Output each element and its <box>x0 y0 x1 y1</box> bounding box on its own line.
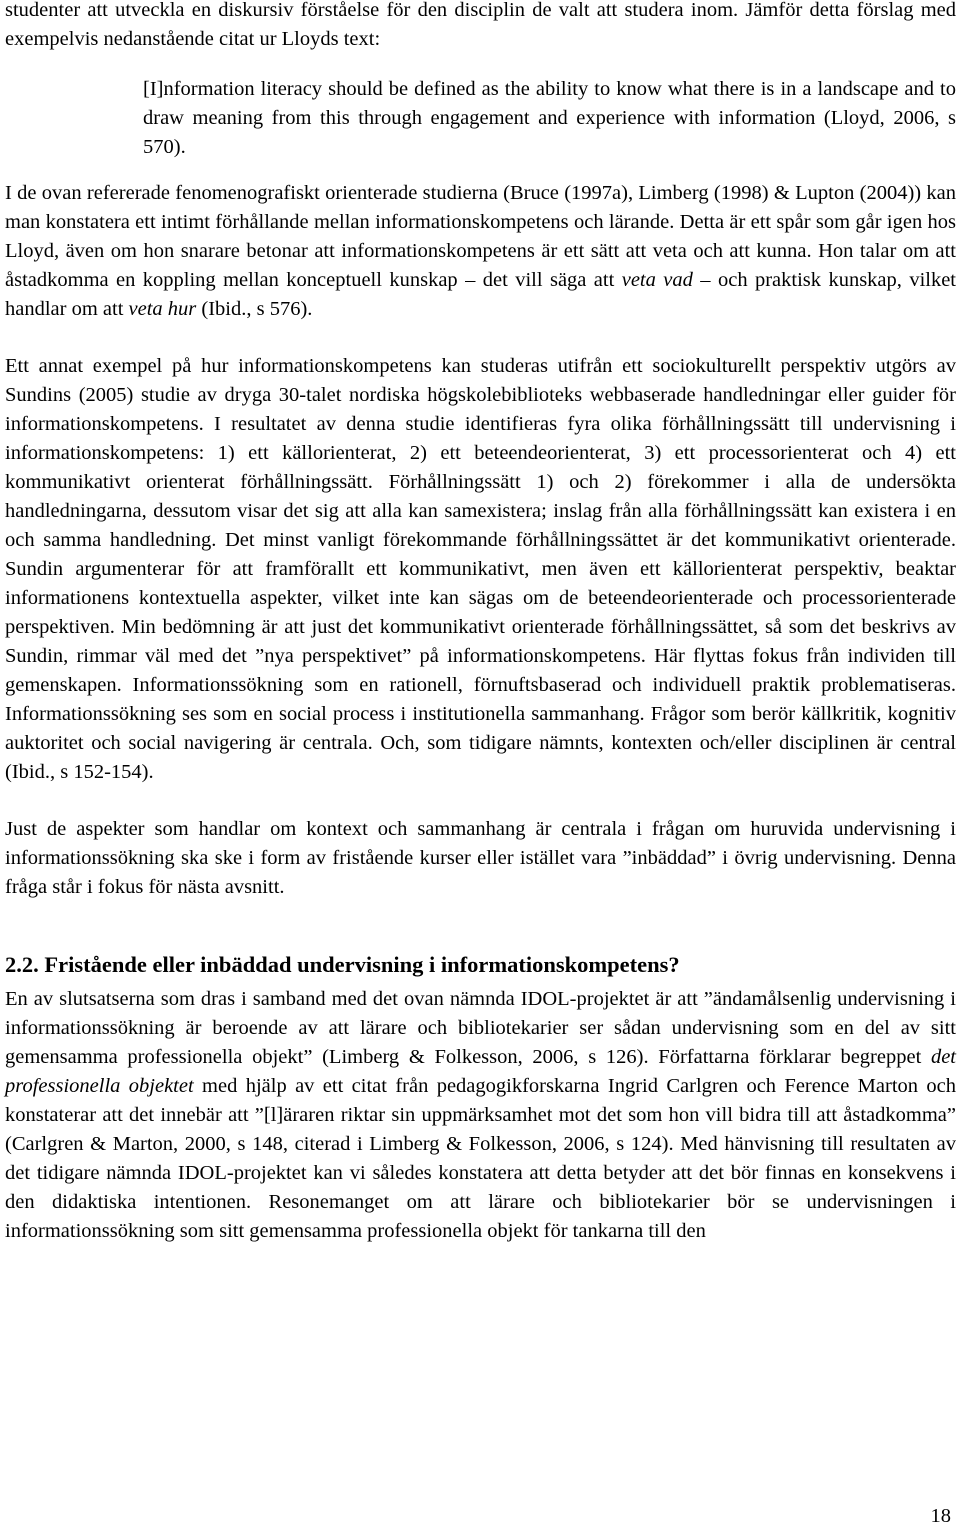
paragraph-sundin: Ett annat exempel på hur informationskompetens kan studeras utifrån ett sociokulturellt perspektiv utgörs av Sundins (2005) studie av dryga 30-talet nordiska högskolebiblioteks webbaserade handledningar eller guider för informationskompetens. I resultatet av denna studie identifieras fyra olika förhållningssätt till undervisning i informationskompetens: 1) ett källorienterat, 2) ett beteendeorienterat, 3) ett processorienterat och 4) ett kommunikativt orienterat förhållningssätt. Förhållningssätt 1) och 2) förekommer i alla de undersökta handledningarna, dessutom visar det sig att alla kan samexistera; inslag från alla förhållningssätt kan existera i en och samma handledning. Det minst vanligt förekommande förhållningssättet är det kommunikativt orienterade. Sundin argumenterar för att framförallt ett kommunikativt, men även ett källorienterat perspektiv, beaktar informationens kontextuella aspekter, vilket inte kan sägas om de beteendeorienterade och processorienterade perspektiven. Min bedömning är att just det kommunikativt orienterade förhållningssättet, så som det beskrivs av Sundin, rimmar väl med det ”nya perspektivet” på informationskompetens. Här flyttas fokus från individen till gemenskapen. Informationssökning som en rationell, förnuftsbaserad och individuell praktik problematiseras. Informationssökning ses som en social process i institutionella sammanhang. Frågor som berör källkritik, kognitiv auktoritet och social navigering är centrala. Och, som tidigare nämnts, kontexten och/eller disciplinen är central (Ibid., s 152-154). <box>5 355 956 783</box>
section-heading: 2.2. Fristående eller inbäddad undervisning i informationskompetens? <box>5 952 680 977</box>
document-page <box>5 0 956 1246</box>
paragraph-text: En av slutsatserna som dras i samband med det ovan nämnda IDOL-projektet är att ”ändamålsenlig undervisning i informationssökning är beroende av att lärare och bibliotekarier ser sådan undervisning som en del av sitt gemensamma professionella objekt” (Limberg & Folkesson, 2006, s 126). Författarna förklarar begreppet <box>5 988 956 1068</box>
block-quote-lloyd: [I]nformation literacy should be defined as the ability to know what there is in a landscape and to draw meaning from this through engagement and experience with information (Lloyd, 2006, s 570). <box>143 78 956 158</box>
emphasis-professionella-objektet: det professionella objektet <box>5 1046 956 1097</box>
paragraph-fenomenografi <box>5 179 956 324</box>
paragraph-text: (Ibid., s 576). <box>196 298 313 320</box>
paragraph-idol <box>5 985 956 1246</box>
emphasis-veta-vad: veta vad <box>621 269 693 291</box>
paragraph-text: – och praktisk kunskap, vilket handlar om att <box>5 269 956 320</box>
paragraph-intro: studenter att utveckla en diskursiv förståelse för den disciplin de valt att studera inom. Jämför detta förslag med exempelvis nedanstående citat ur Lloyds text: <box>5 0 956 50</box>
paragraph-kontext: Just de aspekter som handlar om kontext och sammanhang är centrala i frågan om huruvida undervisning i informationssökning ska ske i form av fristående kurser eller istället vara ”inbäddad” i övrig undervisning. Denna fråga står i fokus för nästa avsnitt. <box>5 818 956 898</box>
emphasis-veta-hur: veta hur <box>128 298 197 320</box>
paragraph-text: med hjälp av ett citat från pedagogikforskarna Ingrid Carlgren och Ference Marton och konstaterar att det innebär att ”[l]äraren riktar sin uppmärksamhet mot det som hon vill bidra till att åstadkomma” (Carlgren & Marton, 2000, s 148, citerad i Limberg & Folkesson, 2006, s 124). Med hänvisning till resultaten av det tidigare nämnda IDOL-projektet kan vi således konstatera att detta betyder att det bör finnas en konsekvens i den didaktiska intentionen. Resonemanget om att lärare och bibliotekarier bör se undervisningen i informationssökning som sitt gemensamma professionella objekt för tankarna till den <box>5 1075 956 1242</box>
paragraph-text: I de ovan refererade fenomenografiskt orienterade studierna (Bruce (1997a), Limberg (1998) & Lupton (2004)) kan man konstatera ett intimt förhållande mellan informationskompetens och lärande. Detta är ett spår som går igen hos Lloyd, även om hon snarare betonar att informationskompetens är ett sätt att veta och att kunna. Hon talar om att åstadkomma en koppling mellan konceptuell kunskap – det vill säga att <box>5 182 956 291</box>
page-number: 18 <box>930 1505 951 1527</box>
